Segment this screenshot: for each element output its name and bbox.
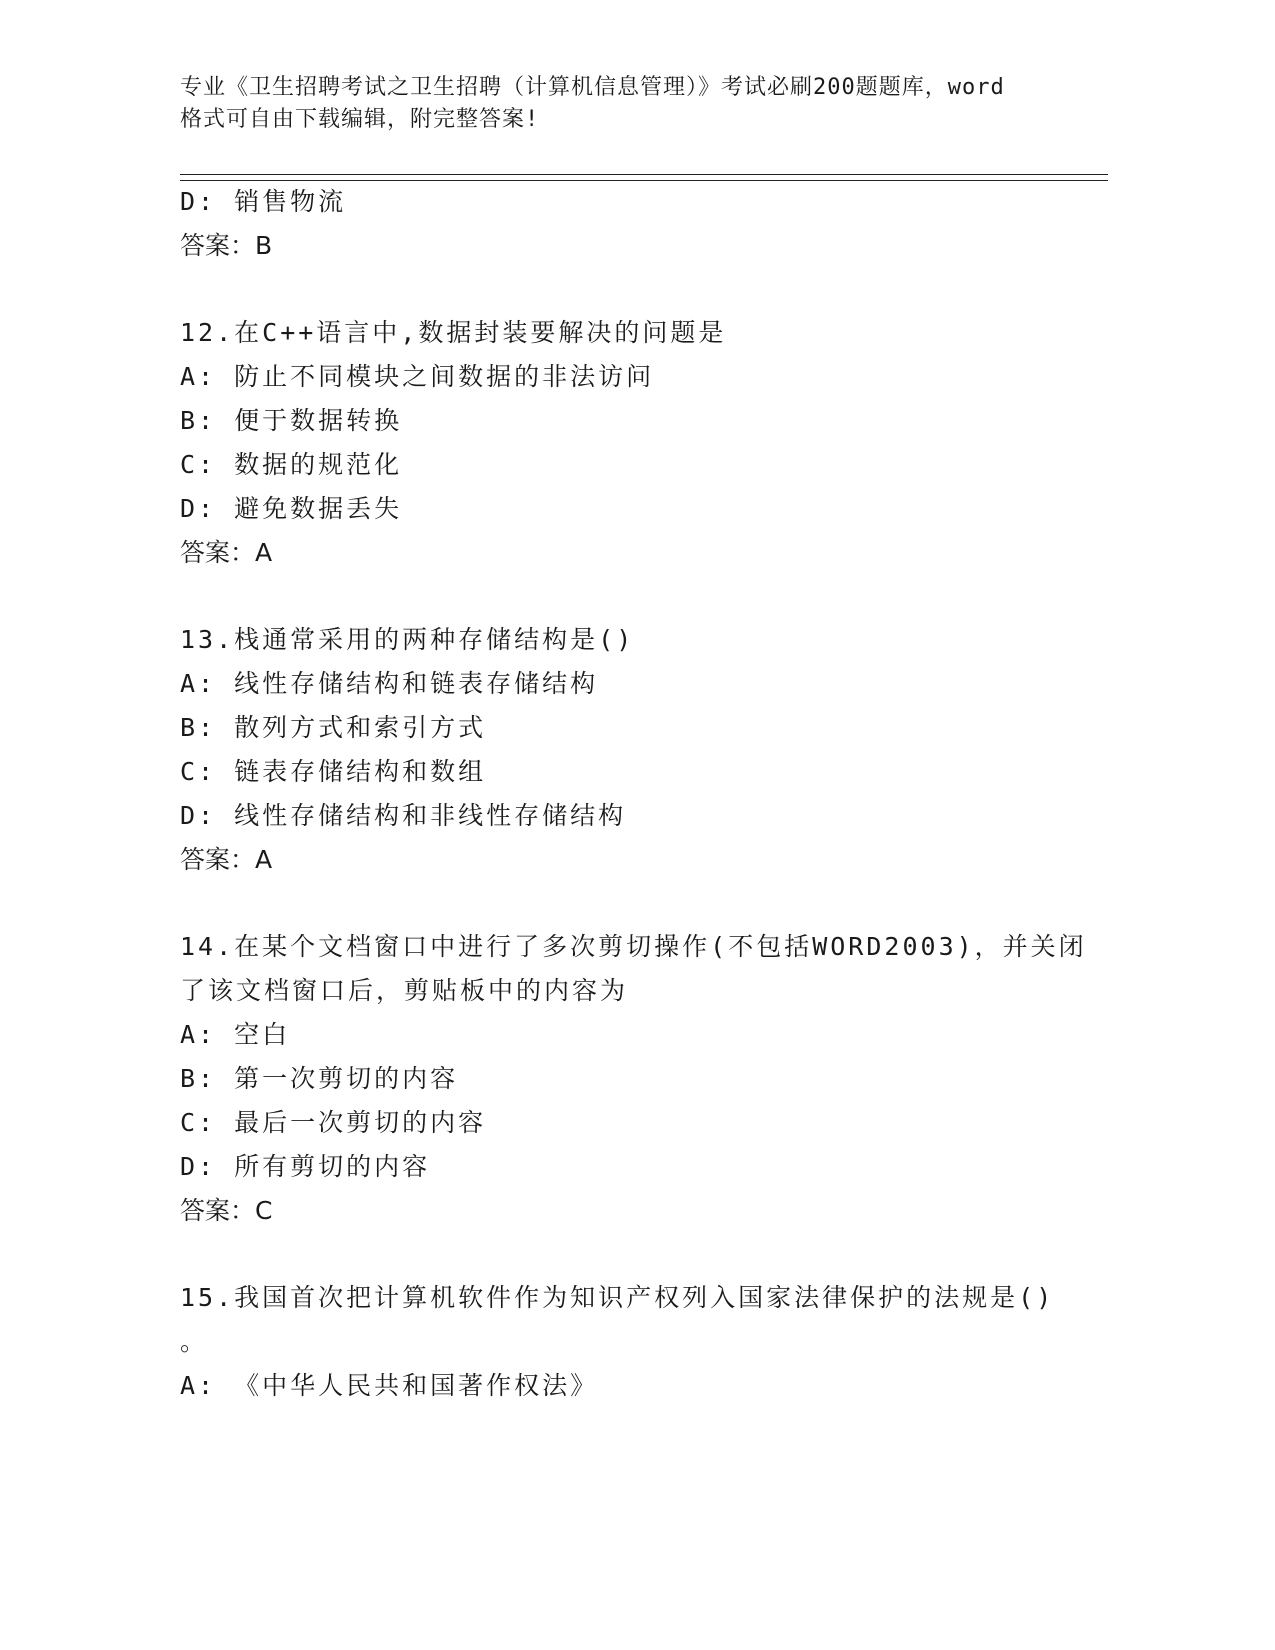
question-14 [180,925,1087,1233]
spacer [180,268,1080,311]
option-d: D: 避免数据丢失 [180,494,403,523]
question-stem-line-2: 。 [180,1327,209,1356]
header-rule-top [180,174,1108,175]
answer-text: 答案：C [180,1196,273,1225]
question-12 [180,311,1080,575]
question-13 [180,618,1080,882]
header-title-line-2: 格式可自由下载编辑，附完整答案! [180,107,540,132]
option-b: B: 散列方式和索引方式 [180,713,487,742]
option-c: C: 链表存储结构和数组 [180,757,487,786]
question-stem: 12.在C++语言中,数据封装要解决的问题是 [180,318,727,347]
option-a: A: 线性存储结构和链表存储结构 [180,669,599,698]
option-a: A: 空白 [180,1020,291,1049]
spacer [180,882,1080,925]
question-stem-line-1: 15.我国首次把计算机软件作为知识产权列入国家法律保护的法规是() [180,1283,1055,1312]
option-b: B: 第一次剪切的内容 [180,1064,459,1093]
question-stem-line-1: 14.在某个文档窗口中进行了多次剪切操作(不包括WORD2003)，并关闭 [180,932,1087,961]
answer-text: 答案：A [180,538,273,567]
option-a: A: 防止不同模块之间数据的非法访问 [180,362,655,391]
question-stem: 13.栈通常采用的两种存储结构是() [180,625,635,654]
option-c: C: 最后一次剪切的内容 [180,1108,487,1137]
option-d: D: 销售物流 [180,187,347,216]
header-title-line-1: 专业《卫生招聘考试之卫生招聘（计算机信息管理）》考试必刷200题题库，word [180,75,1005,100]
question-11 [180,180,1080,268]
question-stem-line-2: 了该文档窗口后，剪贴板中的内容为 [180,976,629,1005]
option-c: C: 数据的规范化 [180,450,403,479]
option-b: B: 便于数据转换 [180,406,403,435]
question-list [180,180,1087,1408]
answer-text: 答案：B [180,231,273,260]
spacer [180,575,1080,618]
spacer [180,1233,1080,1276]
option-a: A: 《中华人民共和国著作权法》 [180,1371,599,1400]
document-header [180,72,1080,136]
option-d: D: 线性存储结构和非线性存储结构 [180,801,627,830]
answer-text: 答案：A [180,845,273,874]
question-15 [180,1276,1080,1408]
option-d: D: 所有剪切的内容 [180,1152,431,1181]
